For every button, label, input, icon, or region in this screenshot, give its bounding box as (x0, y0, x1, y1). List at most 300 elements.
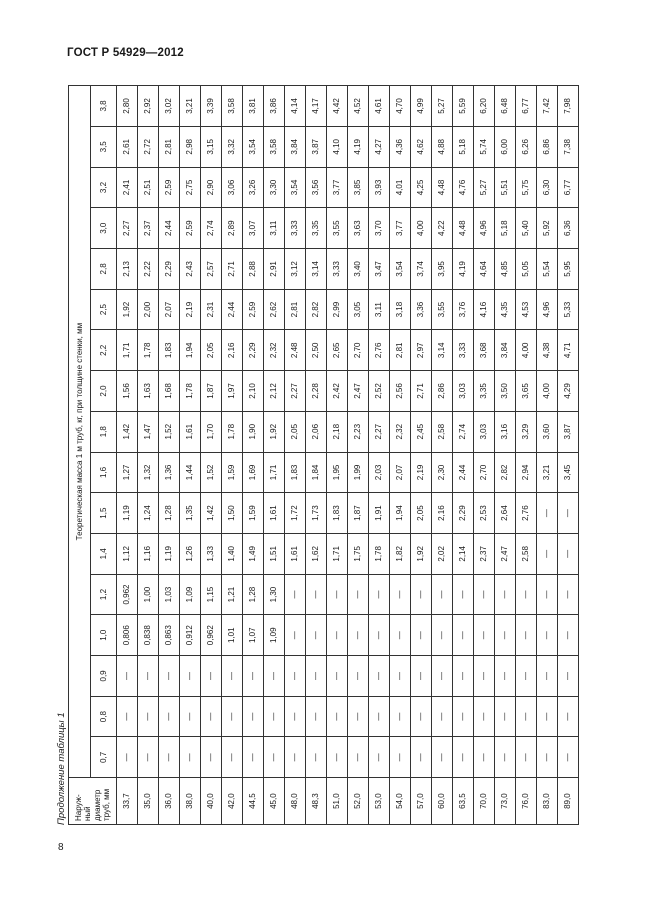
mass-cell: 2,19 (411, 452, 432, 493)
mass-cell: 7,42 (537, 86, 558, 127)
mass-cell: 1,12 (117, 533, 138, 574)
mass-cell: 3,58 (222, 86, 243, 127)
mass-cell: 3,81 (243, 86, 264, 127)
mass-cell: 3,70 (369, 208, 390, 249)
mass-cell: 1,87 (201, 371, 222, 412)
diameter-cell: 52,0 (348, 778, 369, 825)
mass-cell: — (411, 615, 432, 656)
thickness-header: 0,7 (91, 737, 117, 778)
mass-cell: 3,56 (306, 167, 327, 208)
mass-cell: 2,88 (243, 249, 264, 290)
mass-cell: 2,27 (285, 371, 306, 412)
mass-cell: 2,81 (159, 126, 180, 167)
mass-cell: — (558, 574, 579, 615)
mass-cell: — (327, 696, 348, 737)
mass-cell: 5,40 (516, 208, 537, 249)
table-row (453, 86, 474, 825)
mass-cell: 3,68 (474, 330, 495, 371)
mass-cell: 2,61 (117, 126, 138, 167)
mass-cell: 2,75 (180, 167, 201, 208)
table-row (558, 86, 579, 825)
mass-cell: 2,76 (369, 330, 390, 371)
mass-cell: — (348, 737, 369, 778)
mass-cell: — (222, 696, 243, 737)
mass-cell: 4,64 (474, 249, 495, 290)
mass-cell: — (537, 533, 558, 574)
mass-cell: 3,14 (306, 249, 327, 290)
mass-cell: — (306, 656, 327, 697)
mass-cell: 4,00 (411, 208, 432, 249)
mass-cell: 1,70 (201, 411, 222, 452)
mass-cell: — (264, 656, 285, 697)
mass-cell: 6,77 (516, 86, 537, 127)
mass-cell: 1,32 (138, 452, 159, 493)
diameter-header-line: труб, мм (101, 788, 111, 821)
mass-cell: 6,36 (558, 208, 579, 249)
mass-cell: 2,29 (159, 249, 180, 290)
mass-cell: 4,19 (453, 249, 474, 290)
mass-cell: 3,87 (558, 411, 579, 452)
mass-cell: 4,14 (285, 86, 306, 127)
mass-cell: 3,55 (432, 289, 453, 330)
mass-cell: 1,42 (201, 493, 222, 534)
mass-cell: — (390, 615, 411, 656)
mass-group-header: Теоретическая масса 1 м труб, кг, при толщине стенки, мм (69, 86, 91, 778)
mass-cell: 2,44 (159, 208, 180, 249)
mass-cell: — (558, 493, 579, 534)
mass-cell: — (348, 696, 369, 737)
mass-cell: 4,29 (558, 371, 579, 412)
mass-cell: — (516, 656, 537, 697)
mass-cell: 1,03 (159, 574, 180, 615)
mass-cell: 3,21 (537, 452, 558, 493)
mass-cell: 2,81 (285, 289, 306, 330)
mass-cell: 4,17 (306, 86, 327, 127)
mass-cell: 4,52 (348, 86, 369, 127)
mass-cell: 1,33 (201, 533, 222, 574)
diameter-cell: 53,0 (369, 778, 390, 825)
mass-cell: 3,12 (285, 249, 306, 290)
mass-cell: 1,59 (243, 493, 264, 534)
mass-cell: 3,74 (411, 249, 432, 290)
mass-cell: 3,16 (495, 411, 516, 452)
mass-cell: — (222, 737, 243, 778)
mass-cell: — (285, 696, 306, 737)
mass-cell: 1,75 (348, 533, 369, 574)
mass-cell: 5,33 (558, 289, 579, 330)
mass-cell: 4,00 (537, 371, 558, 412)
mass-cell: 3,87 (306, 126, 327, 167)
mass-cell: 1,30 (264, 574, 285, 615)
mass-cell: 2,00 (138, 289, 159, 330)
mass-cell: — (285, 656, 306, 697)
mass-cell: 2,70 (348, 330, 369, 371)
mass-cell: — (138, 737, 159, 778)
mass-cell: 3,33 (453, 330, 474, 371)
mass-cell: 1,82 (390, 533, 411, 574)
mass-cell: — (264, 737, 285, 778)
diameter-cell: 36,0 (159, 778, 180, 825)
mass-cell: 3,77 (327, 167, 348, 208)
diameter-cell: 57,0 (411, 778, 432, 825)
mass-cell: 1,87 (348, 493, 369, 534)
mass-cell: 0,962 (117, 574, 138, 615)
thickness-header: 2,0 (91, 371, 117, 412)
mass-cell: — (432, 615, 453, 656)
mass-cell: 4,53 (516, 289, 537, 330)
mass-cell: 1,99 (348, 452, 369, 493)
thickness-header: 2,2 (91, 330, 117, 371)
mass-cell: — (453, 656, 474, 697)
mass-cell: 3,54 (390, 249, 411, 290)
page-number: 8 (58, 842, 64, 853)
mass-cell: 1,00 (138, 574, 159, 615)
mass-cell: 2,82 (306, 289, 327, 330)
mass-cell: 6,86 (537, 126, 558, 167)
mass-cell: — (411, 656, 432, 697)
mass-cell: 5,54 (537, 249, 558, 290)
mass-cell: 2,45 (411, 411, 432, 452)
thickness-header: 3,2 (91, 167, 117, 208)
mass-cell: 2,59 (243, 289, 264, 330)
mass-cell: 3,84 (495, 330, 516, 371)
mass-cell: 3,02 (159, 86, 180, 127)
mass-cell: 6,00 (495, 126, 516, 167)
table-row (285, 86, 306, 825)
thickness-header: 1,2 (91, 574, 117, 615)
mass-cell: 1,49 (243, 533, 264, 574)
mass-cell: 1,36 (159, 452, 180, 493)
mass-cell: 2,37 (474, 533, 495, 574)
mass-cell: — (537, 493, 558, 534)
mass-cell: — (222, 656, 243, 697)
mass-cell: 3,15 (201, 126, 222, 167)
mass-cell: — (138, 696, 159, 737)
mass-cell: 0,962 (201, 615, 222, 656)
mass-cell: 2,47 (348, 371, 369, 412)
mass-cell: 7,98 (558, 86, 579, 127)
table-row (474, 86, 495, 825)
mass-cell: 2,44 (453, 452, 474, 493)
diameter-cell: 42,0 (222, 778, 243, 825)
mass-cell: — (453, 574, 474, 615)
mass-cell: — (117, 696, 138, 737)
diameter-cell: 40,0 (201, 778, 222, 825)
mass-cell: 3,35 (474, 371, 495, 412)
mass-cell: — (474, 615, 495, 656)
mass-cell: 2,76 (516, 493, 537, 534)
mass-cell: 2,65 (327, 330, 348, 371)
mass-cell: 3,30 (264, 167, 285, 208)
thickness-header: 0,9 (91, 656, 117, 697)
mass-cell: — (138, 656, 159, 697)
mass-cell: 2,98 (180, 126, 201, 167)
mass-cell: 6,26 (516, 126, 537, 167)
mass-cell: — (537, 737, 558, 778)
mass-cell: 3,65 (516, 371, 537, 412)
mass-cell: 5,51 (495, 167, 516, 208)
mass-cell: 3,39 (201, 86, 222, 127)
mass-cell: 1,69 (243, 452, 264, 493)
mass-cell: — (495, 615, 516, 656)
mass-cell: 2,31 (201, 289, 222, 330)
mass-cell: 2,92 (138, 86, 159, 127)
diameter-cell: 33,7 (117, 778, 138, 825)
mass-cell: 1,71 (264, 452, 285, 493)
mass-cell: 4,48 (453, 208, 474, 249)
mass-cell: — (285, 615, 306, 656)
thickness-header: 1,6 (91, 452, 117, 493)
mass-cell: 1,40 (222, 533, 243, 574)
mass-cell: 1,72 (285, 493, 306, 534)
mass-cell: 3,03 (453, 371, 474, 412)
mass-cell: 1,21 (222, 574, 243, 615)
mass-cell: 2,05 (201, 330, 222, 371)
mass-cell: 2,16 (222, 330, 243, 371)
mass-cell: 5,92 (537, 208, 558, 249)
mass-cell: — (369, 615, 390, 656)
mass-cell: 1,78 (180, 371, 201, 412)
mass-cell: 1,16 (138, 533, 159, 574)
mass-cell: — (537, 656, 558, 697)
mass-cell: — (159, 656, 180, 697)
mass-cell: 5,95 (558, 249, 579, 290)
mass-cell: 3,35 (306, 208, 327, 249)
mass-cell: 3,60 (537, 411, 558, 452)
mass-cell: 1,62 (306, 533, 327, 574)
mass-cell: — (537, 615, 558, 656)
mass-cell: 4,36 (390, 126, 411, 167)
mass-cell: 3,55 (327, 208, 348, 249)
mass-cell: 3,14 (432, 330, 453, 371)
mass-cell: 2,32 (264, 330, 285, 371)
mass-cell: 1,59 (222, 452, 243, 493)
mass-cell: 0,806 (117, 615, 138, 656)
mass-cell: 3,47 (369, 249, 390, 290)
table-row (432, 86, 453, 825)
mass-cell: 1,84 (306, 452, 327, 493)
table-row (390, 86, 411, 825)
mass-cell: — (453, 696, 474, 737)
mass-cell: 1,92 (264, 411, 285, 452)
table-row (495, 86, 516, 825)
mass-cell: 4,38 (537, 330, 558, 371)
mass-cell: — (411, 696, 432, 737)
mass-cell: 3,50 (495, 371, 516, 412)
mass-cell: — (495, 656, 516, 697)
mass-cell: — (180, 737, 201, 778)
mass-cell: 4,42 (327, 86, 348, 127)
mass-cell: — (474, 574, 495, 615)
mass-cell: — (558, 533, 579, 574)
mass-cell: 2,41 (117, 167, 138, 208)
mass-cell: 5,18 (453, 126, 474, 167)
mass-cell: 3,76 (453, 289, 474, 330)
thickness-header: 1,8 (91, 411, 117, 452)
mass-cell: 2,91 (264, 249, 285, 290)
mass-cell: 2,22 (138, 249, 159, 290)
mass-cell: 1,09 (180, 574, 201, 615)
mass-cell: 1,28 (159, 493, 180, 534)
mass-cell: — (159, 737, 180, 778)
mass-cell: — (474, 656, 495, 697)
mass-cell: 2,16 (432, 493, 453, 534)
mass-cell: — (117, 656, 138, 697)
mass-cell: 3,54 (243, 126, 264, 167)
mass-cell: — (390, 574, 411, 615)
mass-cell: 4,00 (516, 330, 537, 371)
mass-cell: 1,68 (159, 371, 180, 412)
diameter-cell: 54,0 (390, 778, 411, 825)
mass-cell: — (327, 615, 348, 656)
mass-cell: 3,29 (516, 411, 537, 452)
mass-cell: 2,70 (474, 452, 495, 493)
mass-cell: 2,27 (369, 411, 390, 452)
diameter-cell: 63,5 (453, 778, 474, 825)
mass-cell: 3,84 (285, 126, 306, 167)
mass-cell: 1,07 (243, 615, 264, 656)
mass-cell: 2,07 (159, 289, 180, 330)
diameter-header-line: ный (83, 806, 93, 821)
mass-cell: 4,85 (495, 249, 516, 290)
mass-cell: 2,71 (222, 249, 243, 290)
diameter-cell: 89,0 (558, 778, 579, 825)
mass-cell: 6,30 (537, 167, 558, 208)
mass-cell: 6,48 (495, 86, 516, 127)
mass-cell: — (306, 696, 327, 737)
rotated-table-area (56, 65, 636, 825)
mass-cell: 3,36 (411, 289, 432, 330)
mass-cell: 2,19 (180, 289, 201, 330)
mass-cell: 5,18 (495, 208, 516, 249)
mass-cell: 3,07 (243, 208, 264, 249)
mass-cell: — (432, 737, 453, 778)
mass-cell: — (411, 737, 432, 778)
mass-cell: 4,70 (390, 86, 411, 127)
mass-cell: 4,62 (411, 126, 432, 167)
diameter-cell: 60,0 (432, 778, 453, 825)
mass-cell: — (537, 696, 558, 737)
thickness-header: 0,8 (91, 696, 117, 737)
mass-cell: — (474, 737, 495, 778)
mass-cell: 2,56 (390, 371, 411, 412)
thickness-header: 2,5 (91, 289, 117, 330)
mass-cell: 4,71 (558, 330, 579, 371)
table-row (327, 86, 348, 825)
mass-cell: — (159, 696, 180, 737)
mass-cell: 5,27 (432, 86, 453, 127)
mass-cell: 1,26 (180, 533, 201, 574)
mass-cell: 2,03 (369, 452, 390, 493)
mass-cell: 3,45 (558, 452, 579, 493)
mass-cell: 4,48 (432, 167, 453, 208)
mass-cell: — (117, 737, 138, 778)
mass-cell: 2,18 (327, 411, 348, 452)
mass-cell: 1,78 (222, 411, 243, 452)
mass-cell: 3,85 (348, 167, 369, 208)
mass-cell: 3,11 (264, 208, 285, 249)
diameter-header-line: Наруж- (74, 794, 84, 821)
mass-cell: 2,28 (306, 371, 327, 412)
mass-cell: 1,90 (243, 411, 264, 452)
thickness-header: 1,4 (91, 533, 117, 574)
mass-cell: 1,42 (117, 411, 138, 452)
mass-cell: 4,96 (474, 208, 495, 249)
mass-cell: — (306, 574, 327, 615)
mass-cell: 2,51 (138, 167, 159, 208)
mass-cell: — (390, 656, 411, 697)
mass-cell: 1,95 (327, 452, 348, 493)
mass-cell: 4,76 (453, 167, 474, 208)
mass-cell: 2,42 (327, 371, 348, 412)
mass-cell: 0,912 (180, 615, 201, 656)
mass-cell: 4,99 (411, 86, 432, 127)
mass-cell: — (369, 737, 390, 778)
mass-cell: 3,93 (369, 167, 390, 208)
mass-cell: 1,28 (243, 574, 264, 615)
mass-cell: 1,83 (159, 330, 180, 371)
mass-cell: 3,86 (264, 86, 285, 127)
mass-cell: 1,44 (180, 452, 201, 493)
mass-cell: — (432, 574, 453, 615)
mass-cell: 2,53 (474, 493, 495, 534)
mass-cell: 2,59 (159, 167, 180, 208)
mass-cell: 4,10 (327, 126, 348, 167)
mass-cell: 2,05 (411, 493, 432, 534)
mass-cell: 1,61 (180, 411, 201, 452)
mass-cell: 4,61 (369, 86, 390, 127)
mass-cell: 1,63 (138, 371, 159, 412)
mass-cell: 1,94 (390, 493, 411, 534)
mass-cell: 2,27 (117, 208, 138, 249)
table-row (222, 86, 243, 825)
mass-cell: 3,18 (390, 289, 411, 330)
mass-cell: 4,16 (474, 289, 495, 330)
mass-cell: 1,97 (222, 371, 243, 412)
mass-cell: 2,89 (222, 208, 243, 249)
mass-cell: 3,03 (474, 411, 495, 452)
mass-cell: 2,37 (138, 208, 159, 249)
mass-cell: 3,11 (369, 289, 390, 330)
mass-cell: — (516, 615, 537, 656)
table-row (243, 86, 264, 825)
mass-cell: 1,51 (264, 533, 285, 574)
diameter-cell: 35,0 (138, 778, 159, 825)
mass-cell: 2,30 (432, 452, 453, 493)
mass-cell: 2,48 (285, 330, 306, 371)
mass-table (68, 85, 579, 825)
mass-cell: 2,32 (390, 411, 411, 452)
mass-cell: 3,77 (390, 208, 411, 249)
mass-cell: 5,05 (516, 249, 537, 290)
table-row (264, 86, 285, 825)
mass-cell: — (369, 574, 390, 615)
mass-cell: — (432, 656, 453, 697)
mass-cell: 3,95 (432, 249, 453, 290)
mass-cell: — (243, 696, 264, 737)
mass-cell: — (558, 696, 579, 737)
mass-cell: 7,38 (558, 126, 579, 167)
mass-cell: — (285, 574, 306, 615)
mass-cell: 3,05 (348, 289, 369, 330)
mass-cell: 5,75 (516, 167, 537, 208)
mass-cell: — (558, 656, 579, 697)
document-header: ГОСТ Р 54929—2012 (67, 47, 184, 59)
diameter-cell: 45,0 (264, 778, 285, 825)
mass-cell: 3,33 (285, 208, 306, 249)
mass-cell: 5,27 (474, 167, 495, 208)
mass-cell: 1,52 (201, 452, 222, 493)
